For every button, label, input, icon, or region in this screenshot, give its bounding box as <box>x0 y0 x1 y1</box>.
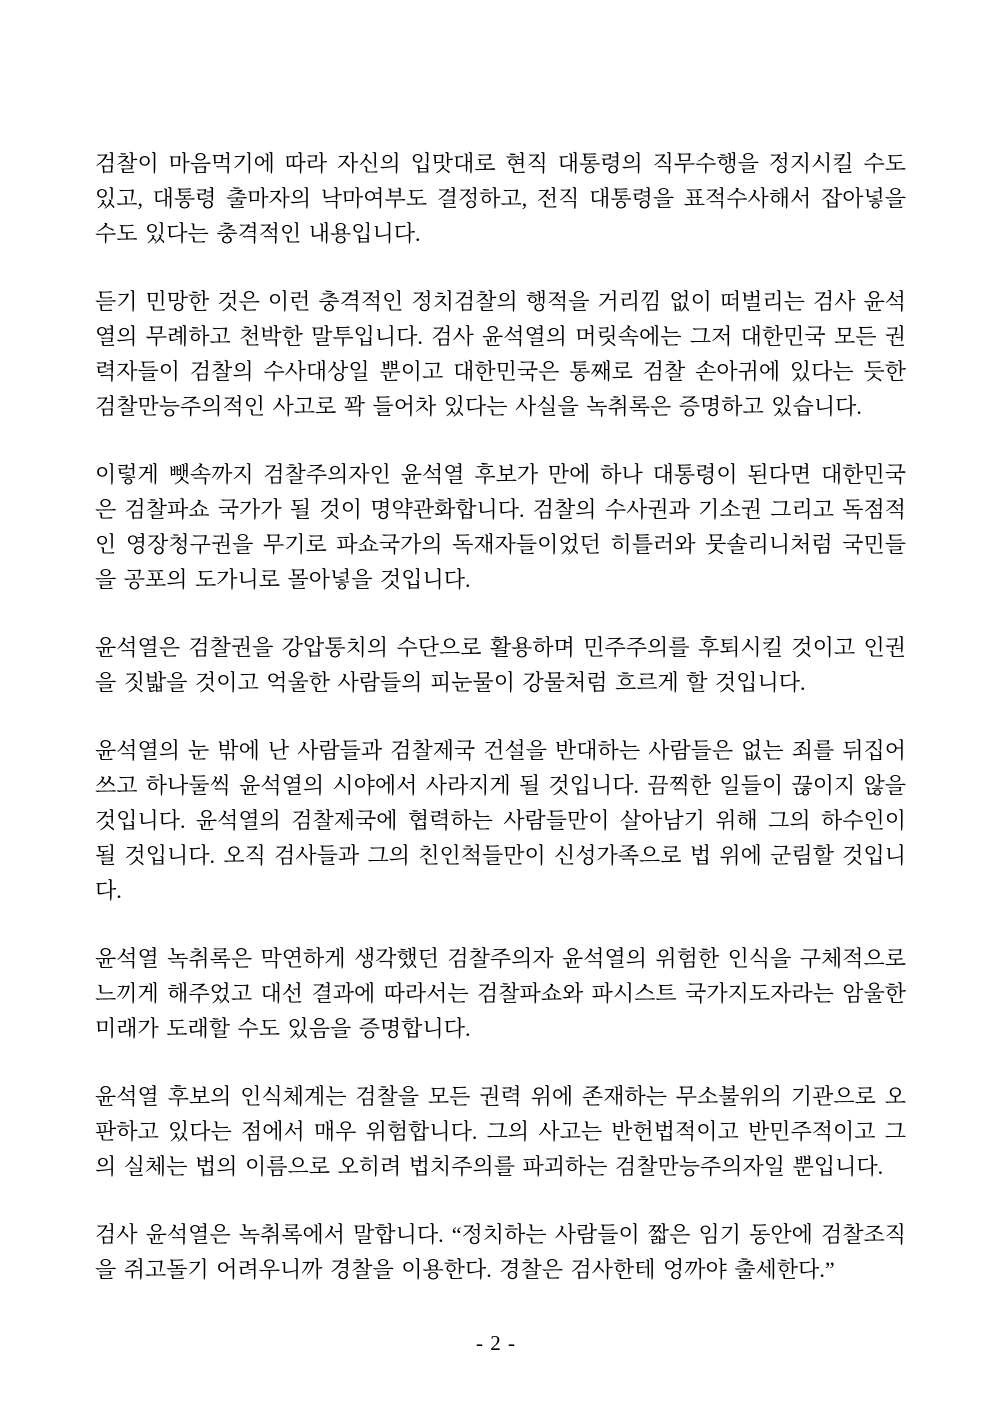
paragraph: 이렇게 뺏속까지 검찰주의자인 윤석열 후보가 만에 하나 대통령이 된다면 대한민국은 검찰파쇼 국가가 될 것이 명약관화합니다. 검찰의 수사권과 기소권 그리고 독점적인 영장청구권을 무기로 파쇼국가의 독재자들이었던 히틀러와 뭇솔리니처럼 국민들을 공포의 도가니로 몰아넣을 것입니다. <box>95 462 906 592</box>
paragraph: 검사 윤석열은 녹취록에서 말합니다. “정치하는 사람들이 짧은 임기 동안에 검찰조직을 쥐고돌기 어려우니까 경찰을 이용한다. 경찰은 검사한테 엉까야 출세한다.” <box>95 1222 906 1282</box>
page-number: - 2 - <box>476 1331 516 1355</box>
document-body <box>95 146 906 1287</box>
page-footer <box>0 1328 992 1358</box>
paragraph: 윤석열 후보의 인식체계는 검찰을 모든 권력 위에 존재하는 무소불위의 기관으로 오판하고 있다는 점에서 매우 위험합니다. 그의 사고는 반헌법적이고 반민주적이고 그의 실체는 법의 이름으로 오히려 법치주의를 파괴하는 검찰만능주의자일 뿐입니다. <box>95 1084 906 1179</box>
paragraph: 윤석열 녹취록은 막연하게 생각했던 검찰주의자 윤석열의 위험한 인식을 구체적으로 느끼게 해주었고 대선 결과에 따라서는 검찰파쇼와 파시스트 국가지도자라는 암울한 미래가 도래할 수도 있음을 증명합니다. <box>95 946 906 1041</box>
paragraph: 검찰이 마음먹기에 따라 자신의 입맛대로 현직 대통령의 직무수행을 정지시킬 수도 있고, 대통령 출마자의 낙마여부도 결정하고, 전직 대통령을 표적수사해서 잡아넣을 수도 있다는 충격적인 내용입니다. <box>95 151 906 246</box>
paragraph: 윤석열은 검찰권을 강압통치의 수단으로 활용하며 민주주의를 후퇴시킬 것이고 인권을 짓밟을 것이고 억울한 사람들의 피눈물이 강물처럼 흐르게 할 것입니다. <box>95 635 906 695</box>
paragraph: 윤석열의 눈 밖에 난 사람들과 검찰제국 건설을 반대하는 사람들은 없는 죄를 뒤집어쓰고 하나둘씩 윤석열의 시야에서 사라지게 될 것입니다. 끔찍한 일들이 끊이지 않을 것입니다. 윤석열의 검찰제국에 협력하는 사람들만이 살아남기 위해 그의 하수인이 될 것입니다. 오직 검사들과 그의 친인척들만이 신성가족으로 법 위에 군림할 것입니다. <box>95 738 906 903</box>
paragraph: 듣기 민망한 것은 이런 충격적인 정치검찰의 행적을 거리낌 없이 떠벌리는 검사 윤석열의 무례하고 천박한 말투입니다. 검사 윤석열의 머릿속에는 그저 대한민국 모든 권력자들이 검찰의 수사대상일 뿐이고 대한민국은 통째로 검찰 손아귀에 있다는 듯한 검찰만능주의적인 사고로 꽉 들어차 있다는 사실을 녹취록은 증명하고 있습니다. <box>95 289 906 419</box>
